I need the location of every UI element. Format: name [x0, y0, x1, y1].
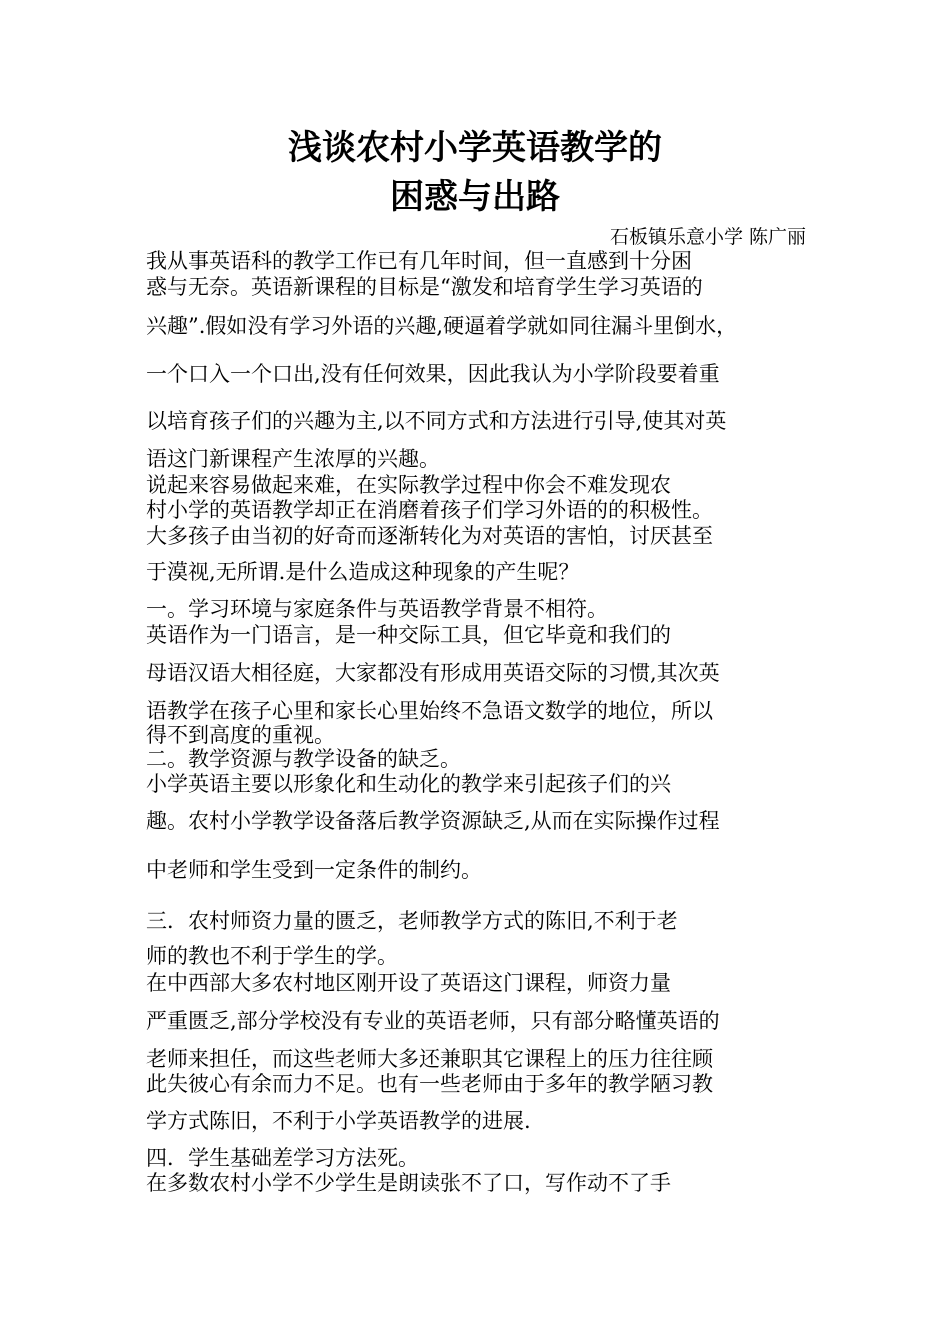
body-line: 语这门新课程产生浓厚的兴趣。 — [146, 447, 440, 471]
body-line: 大多孩子由当初的好奇而逐渐转化为对英语的害怕，讨厌甚至 — [146, 524, 713, 548]
section-heading-1: 一。学习环境与家庭条件与英语教学背景不相符。 — [146, 597, 608, 621]
section-heading-2: 二。教学资源与教学设备的缺乏。 — [146, 747, 461, 771]
body-line: 语教学在孩子心里和家长心里始终不急语文数学的地位，所以 — [146, 699, 713, 723]
body-line: 得不到高度的重视。 — [146, 723, 335, 747]
title-line-2: 困惑与出路 — [390, 177, 560, 217]
body-line: 小学英语主要以形象化和生动化的教学来引起孩子们的兴 — [146, 772, 671, 796]
title-line-1: 浅谈农村小学英语教学的 — [288, 128, 662, 168]
body-line: 师的教也不利于学生的学。 — [146, 944, 398, 968]
body-line: 说起来容易做起来难，在实际教学过程中你会不难发现农 — [146, 473, 671, 497]
body-line: 在中西部大多农村地区刚开设了英语这门课程，师资力量 — [146, 971, 671, 995]
body-line: 村小学的英语教学却正在消磨着孩子们学习外语的的积极性。 — [146, 498, 713, 522]
body-line: 严重匮乏,部分学校没有专业的英语老师，只有部分略懂英语的 — [146, 1009, 720, 1033]
body-line: 在多数农村小学不少学生是朗读张不了口，写作动不了手 — [146, 1171, 671, 1195]
body-line: 英语作为一门语言，是一种交际工具，但它毕竟和我们的 — [146, 623, 671, 647]
body-line: 学方式陈旧，不利于小学英语教学的进展. — [146, 1109, 531, 1133]
body-line: 一个口入一个口出,没有任何效果，因此我认为小学阶段要着重 — [146, 362, 720, 386]
body-line: 以培育孩子们的兴趣为主,以不同方式和方法进行引导,使其对英 — [146, 409, 727, 433]
body-line: 于漠视,无所谓.是什么造成这种现象的产生呢？ — [146, 560, 580, 584]
author-line: 石板镇乐意小学 陈广丽 — [609, 226, 806, 248]
body-line: 趣。农村小学教学设备落后教学资源缺乏,从而在实际操作过程 — [146, 809, 720, 833]
body-line: 中老师和学生受到一定条件的制约。 — [146, 858, 482, 882]
body-line: 惑与无奈。英语新课程的目标是“激发和培育学生学习英语的 — [146, 275, 703, 299]
body-line: 老师来担任，而这些老师大多还兼职其它课程上的压力往往顾 — [146, 1047, 713, 1071]
body-line: 我从事英语科的教学工作已有几年时间，但一直感到十分困 — [146, 249, 692, 273]
body-line: 此失彼心有余而力不足。也有一些老师由于多年的教学陋习教 — [146, 1072, 713, 1096]
section-heading-4: 四．学生基础差学习方法死。 — [146, 1146, 419, 1170]
body-line: 兴趣”.假如没有学习外语的兴趣,硬逼着学就如同往漏斗里倒水， — [146, 314, 738, 338]
section-heading-3: 三．农村师资力量的匮乏，老师教学方式的陈旧,不利于老 — [146, 909, 678, 933]
body-line: 母语汉语大相径庭，大家都没有形成用英语交际的习惯,其次英 — [146, 661, 720, 685]
